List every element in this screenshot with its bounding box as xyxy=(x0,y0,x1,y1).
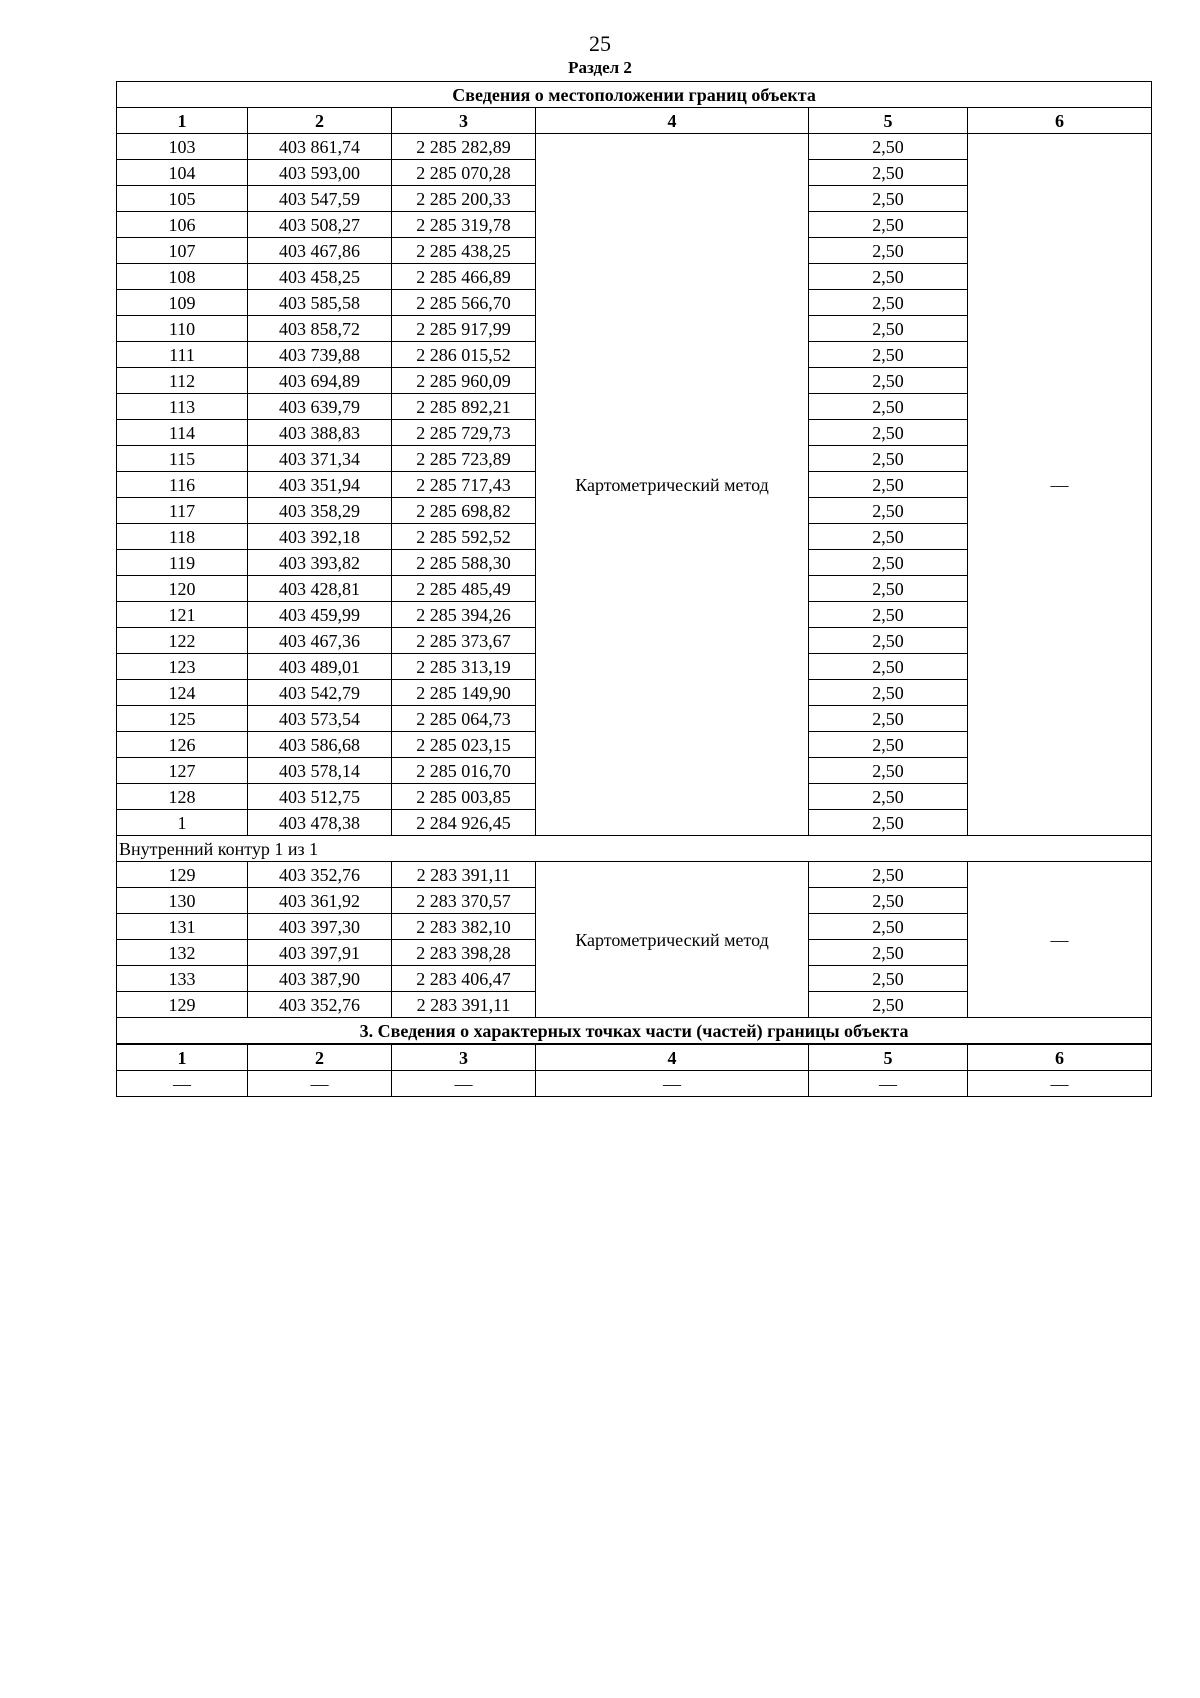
empty-value-cell: — xyxy=(968,1071,1152,1097)
coordinate-x-cell: 403 392,18 xyxy=(248,524,392,550)
coordinate-y-cell: 2 285 960,09 xyxy=(392,368,536,394)
point-number-cell: 120 xyxy=(117,576,248,602)
part-column-header: 6 xyxy=(968,1044,1152,1071)
accuracy-cell: 2,50 xyxy=(809,914,968,940)
coordinate-x-cell: 403 573,54 xyxy=(248,706,392,732)
accuracy-cell: 2,50 xyxy=(809,472,968,498)
coordinate-y-cell: 2 283 406,47 xyxy=(392,966,536,992)
column-header: 1 xyxy=(117,108,248,134)
coordinate-y-cell: 2 285 023,15 xyxy=(392,732,536,758)
point-number-cell: 122 xyxy=(117,628,248,654)
coordinate-x-cell: 403 467,36 xyxy=(248,628,392,654)
point-number-cell: 130 xyxy=(117,888,248,914)
point-number-cell: 1 xyxy=(117,810,248,836)
coordinate-x-cell: 403 586,68 xyxy=(248,732,392,758)
coordinate-x-cell: 403 739,88 xyxy=(248,342,392,368)
point-number-cell: 129 xyxy=(117,992,248,1018)
accuracy-cell: 2,50 xyxy=(809,862,968,888)
part-column-header: 4 xyxy=(536,1044,809,1071)
point-number-cell: 133 xyxy=(117,966,248,992)
point-number-cell: 126 xyxy=(117,732,248,758)
coordinate-x-cell: 403 361,92 xyxy=(248,888,392,914)
coordinate-y-cell: 2 285 466,89 xyxy=(392,264,536,290)
coordinate-x-cell: 403 508,27 xyxy=(248,212,392,238)
outer-contour-description-cell: — xyxy=(968,134,1152,836)
point-number-cell: 119 xyxy=(117,550,248,576)
accuracy-cell: 2,50 xyxy=(809,212,968,238)
coordinate-x-cell: 403 542,79 xyxy=(248,680,392,706)
coordinate-x-cell: 403 861,74 xyxy=(248,134,392,160)
coordinate-y-cell: 2 283 398,28 xyxy=(392,940,536,966)
boundary-table xyxy=(116,81,1152,1097)
accuracy-cell: 2,50 xyxy=(809,342,968,368)
table-title: Сведения о местоположении границ объекта xyxy=(117,82,1152,108)
accuracy-cell: 2,50 xyxy=(809,186,968,212)
coordinate-x-cell: 403 639,79 xyxy=(248,394,392,420)
coordinate-y-cell: 2 285 200,33 xyxy=(392,186,536,212)
accuracy-cell: 2,50 xyxy=(809,628,968,654)
coordinate-y-cell: 2 285 003,85 xyxy=(392,784,536,810)
point-number-cell: 116 xyxy=(117,472,248,498)
coordinate-y-cell: 2 285 373,67 xyxy=(392,628,536,654)
accuracy-cell: 2,50 xyxy=(809,732,968,758)
coordinate-x-cell: 403 578,14 xyxy=(248,758,392,784)
coordinate-x-cell: 403 388,83 xyxy=(248,420,392,446)
accuracy-cell: 2,50 xyxy=(809,940,968,966)
accuracy-cell: 2,50 xyxy=(809,810,968,836)
coordinate-y-cell: 2 285 588,30 xyxy=(392,550,536,576)
coordinate-y-cell: 2 285 282,89 xyxy=(392,134,536,160)
point-number-cell: 112 xyxy=(117,368,248,394)
accuracy-cell: 2,50 xyxy=(809,368,968,394)
coordinate-x-cell: 403 428,81 xyxy=(248,576,392,602)
coordinate-y-cell: 2 285 064,73 xyxy=(392,706,536,732)
part-table-row xyxy=(117,1071,1152,1097)
accuracy-cell: 2,50 xyxy=(809,680,968,706)
accuracy-cell: 2,50 xyxy=(809,888,968,914)
coordinate-y-cell: 2 285 698,82 xyxy=(392,498,536,524)
coordinate-y-cell: 2 285 566,70 xyxy=(392,290,536,316)
empty-value-cell: — xyxy=(117,1071,248,1097)
accuracy-cell: 2,50 xyxy=(809,576,968,602)
accuracy-cell: 2,50 xyxy=(809,498,968,524)
coordinate-x-cell: 403 694,89 xyxy=(248,368,392,394)
accuracy-cell: 2,50 xyxy=(809,966,968,992)
coordinate-x-cell: 403 397,91 xyxy=(248,940,392,966)
coordinate-x-cell: 403 351,94 xyxy=(248,472,392,498)
coordinate-x-cell: 403 467,86 xyxy=(248,238,392,264)
accuracy-cell: 2,50 xyxy=(809,758,968,784)
coordinate-y-cell: 2 285 892,21 xyxy=(392,394,536,420)
part-column-header: 2 xyxy=(248,1044,392,1071)
coordinate-x-cell: 403 512,75 xyxy=(248,784,392,810)
inner-contour-label: Внутренний контур 1 из 1 xyxy=(117,836,1152,862)
coordinate-y-cell: 2 285 438,25 xyxy=(392,238,536,264)
coordinate-x-cell: 403 393,82 xyxy=(248,550,392,576)
point-number-cell: 106 xyxy=(117,212,248,238)
inner-contour-method-cell: Картометрический метод xyxy=(536,862,809,1018)
coordinate-x-cell: 403 489,01 xyxy=(248,654,392,680)
accuracy-cell: 2,50 xyxy=(809,264,968,290)
coordinate-y-cell: 2 285 070,28 xyxy=(392,160,536,186)
coordinate-y-cell: 2 283 391,11 xyxy=(392,992,536,1018)
coordinate-y-cell: 2 285 319,78 xyxy=(392,212,536,238)
point-number-cell: 131 xyxy=(117,914,248,940)
coordinate-x-cell: 403 593,00 xyxy=(248,160,392,186)
point-number-cell: 115 xyxy=(117,446,248,472)
coordinate-x-cell: 403 397,30 xyxy=(248,914,392,940)
accuracy-cell: 2,50 xyxy=(809,992,968,1018)
point-number-cell: 132 xyxy=(117,940,248,966)
coordinate-y-cell: 2 283 391,11 xyxy=(392,862,536,888)
outer-contour-method-cell: Картометрический метод xyxy=(536,134,809,836)
accuracy-cell: 2,50 xyxy=(809,238,968,264)
point-number-cell: 124 xyxy=(117,680,248,706)
inner-contour-label-row xyxy=(117,836,1152,862)
coordinate-x-cell: 403 478,38 xyxy=(248,810,392,836)
coordinate-x-cell: 403 352,76 xyxy=(248,862,392,888)
coordinate-x-cell: 403 585,58 xyxy=(248,290,392,316)
accuracy-cell: 2,50 xyxy=(809,446,968,472)
coordinate-x-cell: 403 547,59 xyxy=(248,186,392,212)
coordinate-y-cell: 2 285 717,43 xyxy=(392,472,536,498)
accuracy-cell: 2,50 xyxy=(809,394,968,420)
column-header: 6 xyxy=(968,108,1152,134)
accuracy-cell: 2,50 xyxy=(809,524,968,550)
table-row xyxy=(117,134,1152,160)
coordinate-x-cell: 403 459,99 xyxy=(248,602,392,628)
coordinate-y-cell: 2 284 926,45 xyxy=(392,810,536,836)
part-section-title: 3. Сведения о характерных точках части (частей) границы объекта xyxy=(117,1018,1152,1045)
point-number-cell: 127 xyxy=(117,758,248,784)
accuracy-cell: 2,50 xyxy=(809,706,968,732)
coordinate-y-cell: 2 285 723,89 xyxy=(392,446,536,472)
column-header: 3 xyxy=(392,108,536,134)
point-number-cell: 105 xyxy=(117,186,248,212)
point-number-cell: 125 xyxy=(117,706,248,732)
accuracy-cell: 2,50 xyxy=(809,160,968,186)
point-number-cell: 129 xyxy=(117,862,248,888)
point-number-cell: 113 xyxy=(117,394,248,420)
empty-value-cell: — xyxy=(248,1071,392,1097)
column-header: 5 xyxy=(809,108,968,134)
coordinate-y-cell: 2 285 917,99 xyxy=(392,316,536,342)
accuracy-cell: 2,50 xyxy=(809,290,968,316)
point-number-cell: 109 xyxy=(117,290,248,316)
part-section-title-row xyxy=(117,1018,1152,1045)
page-number: 25 xyxy=(589,31,611,56)
coordinate-x-cell: 403 458,25 xyxy=(248,264,392,290)
accuracy-cell: 2,50 xyxy=(809,134,968,160)
accuracy-cell: 2,50 xyxy=(809,550,968,576)
coordinate-x-cell: 403 858,72 xyxy=(248,316,392,342)
point-number-cell: 118 xyxy=(117,524,248,550)
accuracy-cell: 2,50 xyxy=(809,316,968,342)
table-title-row xyxy=(117,82,1152,108)
table-row xyxy=(117,862,1152,888)
coordinate-y-cell: 2 283 382,10 xyxy=(392,914,536,940)
coordinate-x-cell: 403 358,29 xyxy=(248,498,392,524)
column-header: 2 xyxy=(248,108,392,134)
coordinate-x-cell: 403 352,76 xyxy=(248,992,392,1018)
empty-value-cell: — xyxy=(809,1071,968,1097)
point-number-cell: 123 xyxy=(117,654,248,680)
point-number-cell: 107 xyxy=(117,238,248,264)
accuracy-cell: 2,50 xyxy=(809,654,968,680)
column-header-row xyxy=(117,108,1152,134)
coordinate-y-cell: 2 285 485,49 xyxy=(392,576,536,602)
coordinate-y-cell: 2 285 592,52 xyxy=(392,524,536,550)
column-header: 4 xyxy=(536,108,809,134)
point-number-cell: 111 xyxy=(117,342,248,368)
section-title: Раздел 2 xyxy=(568,58,632,77)
coordinate-y-cell: 2 285 016,70 xyxy=(392,758,536,784)
part-column-header-row xyxy=(117,1044,1152,1071)
part-column-header: 1 xyxy=(117,1044,248,1071)
accuracy-cell: 2,50 xyxy=(809,602,968,628)
coordinate-y-cell: 2 285 149,90 xyxy=(392,680,536,706)
coordinate-y-cell: 2 285 313,19 xyxy=(392,654,536,680)
accuracy-cell: 2,50 xyxy=(809,784,968,810)
accuracy-cell: 2,50 xyxy=(809,420,968,446)
coordinate-y-cell: 2 283 370,57 xyxy=(392,888,536,914)
point-number-cell: 114 xyxy=(117,420,248,446)
empty-value-cell: — xyxy=(392,1071,536,1097)
point-number-cell: 121 xyxy=(117,602,248,628)
coordinate-y-cell: 2 285 394,26 xyxy=(392,602,536,628)
coordinate-y-cell: 2 286 015,52 xyxy=(392,342,536,368)
point-number-cell: 110 xyxy=(117,316,248,342)
inner-contour-description-cell: — xyxy=(968,862,1152,1018)
point-number-cell: 128 xyxy=(117,784,248,810)
point-number-cell: 108 xyxy=(117,264,248,290)
point-number-cell: 104 xyxy=(117,160,248,186)
point-number-cell: 117 xyxy=(117,498,248,524)
coordinate-x-cell: 403 371,34 xyxy=(248,446,392,472)
part-column-header: 3 xyxy=(392,1044,536,1071)
coordinate-y-cell: 2 285 729,73 xyxy=(392,420,536,446)
coordinate-x-cell: 403 387,90 xyxy=(248,966,392,992)
empty-value-cell: — xyxy=(536,1071,809,1097)
part-column-header: 5 xyxy=(809,1044,968,1071)
point-number-cell: 103 xyxy=(117,134,248,160)
